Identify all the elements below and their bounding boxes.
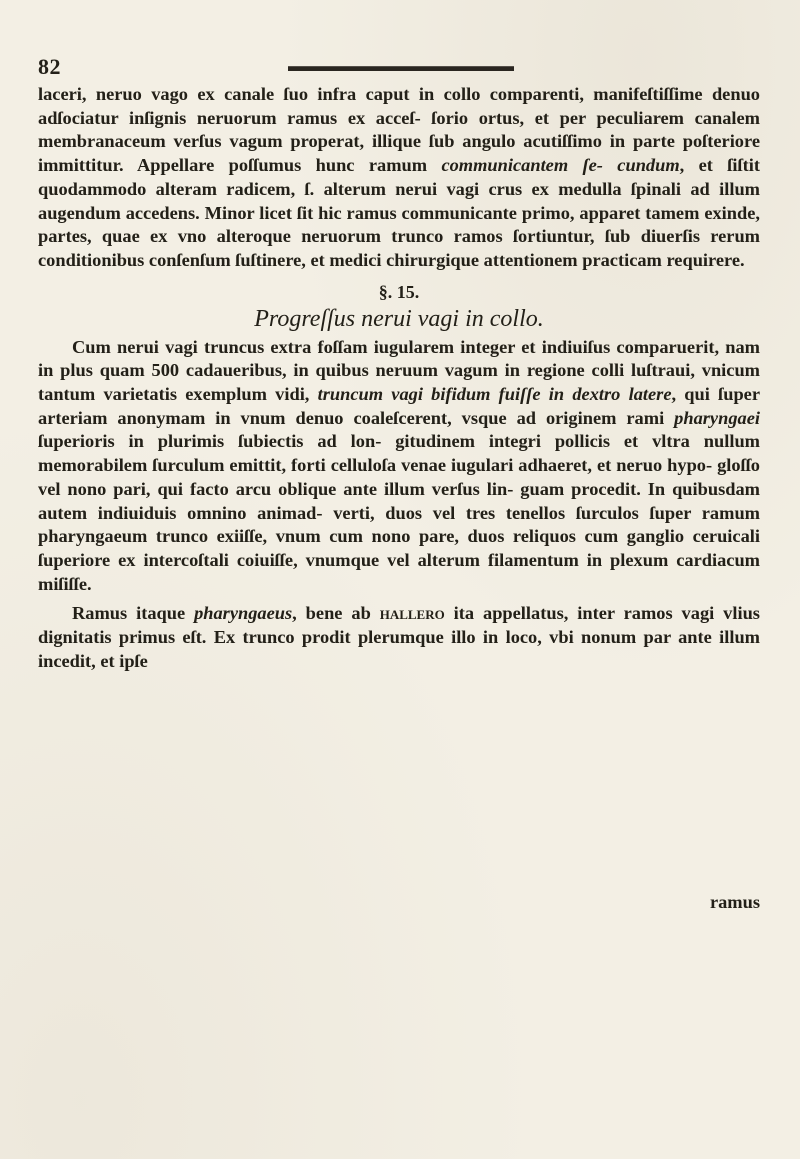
body-text — [38, 83, 760, 673]
paragraph2-part-a: Cum nerui vagi truncus extra foſſam iugularem integer et indiuiſus comparuerit, nam in plus quam 500 cadaueribus, in quibus neruum vagum in regione colli luſtraui, vnicum tantum varietatis exemplum vidi, — [38, 336, 760, 405]
paragraph-final — [38, 602, 760, 673]
page-number: 82 — [38, 54, 61, 79]
paragraph3-part-c: ita appellatus, inter ramos vagi vlius dignitatis primus eſt. Ex trunco prodit plerumque illo in loco, vbi nonum par ante illum incedit, et ipſe — [38, 603, 760, 671]
paragraph1-rest: , et ſiſtit quodammodo alteram radicem, ſ. alterum nerui vagi crus ex medulla ſpinali ad illum augendum accedens. Minor licet ſit hic ramus communicante primo, apparet tamem exinde, partes, quae ex vno alteroque neruorum trunco ramos ſortiuntur, ſub diuerſis rerum conditionibus conſenſum ſuſtinere, et medici chirurgique attentionem practicam requirere. — [38, 155, 760, 270]
paragraph2-italic-b: pharyngaei — [674, 407, 760, 428]
section-number: §. 15. — [378, 281, 420, 302]
paragraph-main — [38, 336, 760, 597]
paragraph2-part-c: ſuperioris in plurimis ſubiectis ad lon- gitudinem integri pollicis et vltra nullum memorabilem ſurculum emittit, forti celluloſa venae iugulari adhaeret, et neruo hypo- gloſſo vel nono pari, qui facto arcu oblique ante illum verſus lin- guam procedit. In quibusdam autem indiuiduis omnino animad- verti, duos vel tres tenellos ſurculos ſuper ramum pharyngaeum trunco exiiſſe, vnum cum nono pare, duos reliquos cum ganglio ceruicali ſuperiore ex intercoſtali coiuiſſe, vnumque vel alterum filamentum in plexum cardiacum miſiſſe. — [38, 431, 760, 594]
paragraph3-part-a: Ramus itaque — [72, 603, 195, 624]
paragraph1-text: laceri, neruo vago ex canale ſuo infra caput in collo comparenti, manifeſtiſſime denuo adſociatur inſignis neruorum ramus ex acceſ- ſorio ortus, et per peculiarem canalem membranaceum verſus vagum properat, illique ſub angulo acutiſſimo in parte poſteriore immittitur. Appellare poſſumus hunc ramum — [38, 84, 760, 176]
paragraph-continuation — [38, 83, 760, 273]
paragraph1-italic-term: communicantem ſe- cundum — [441, 155, 680, 176]
catchword: ramus — [709, 892, 760, 912]
paragraph3-part-b: , bene ab — [292, 603, 380, 624]
paragraph3-author-name: hallero — [379, 603, 445, 624]
paragraph2-part-b: , qui ſuper arteriam anonymam in vnum denuo coaleſcerent, vsque ad originem rami — [38, 384, 760, 428]
section-title: Progreſſus nerui vagi in collo. — [254, 305, 544, 332]
paragraph2-italic-a: truncum vagi bifidum fuiſſe in dextro latere — [317, 384, 672, 405]
header-rule — [288, 66, 514, 71]
paragraph3-italic: pharyngaeus — [194, 603, 293, 624]
